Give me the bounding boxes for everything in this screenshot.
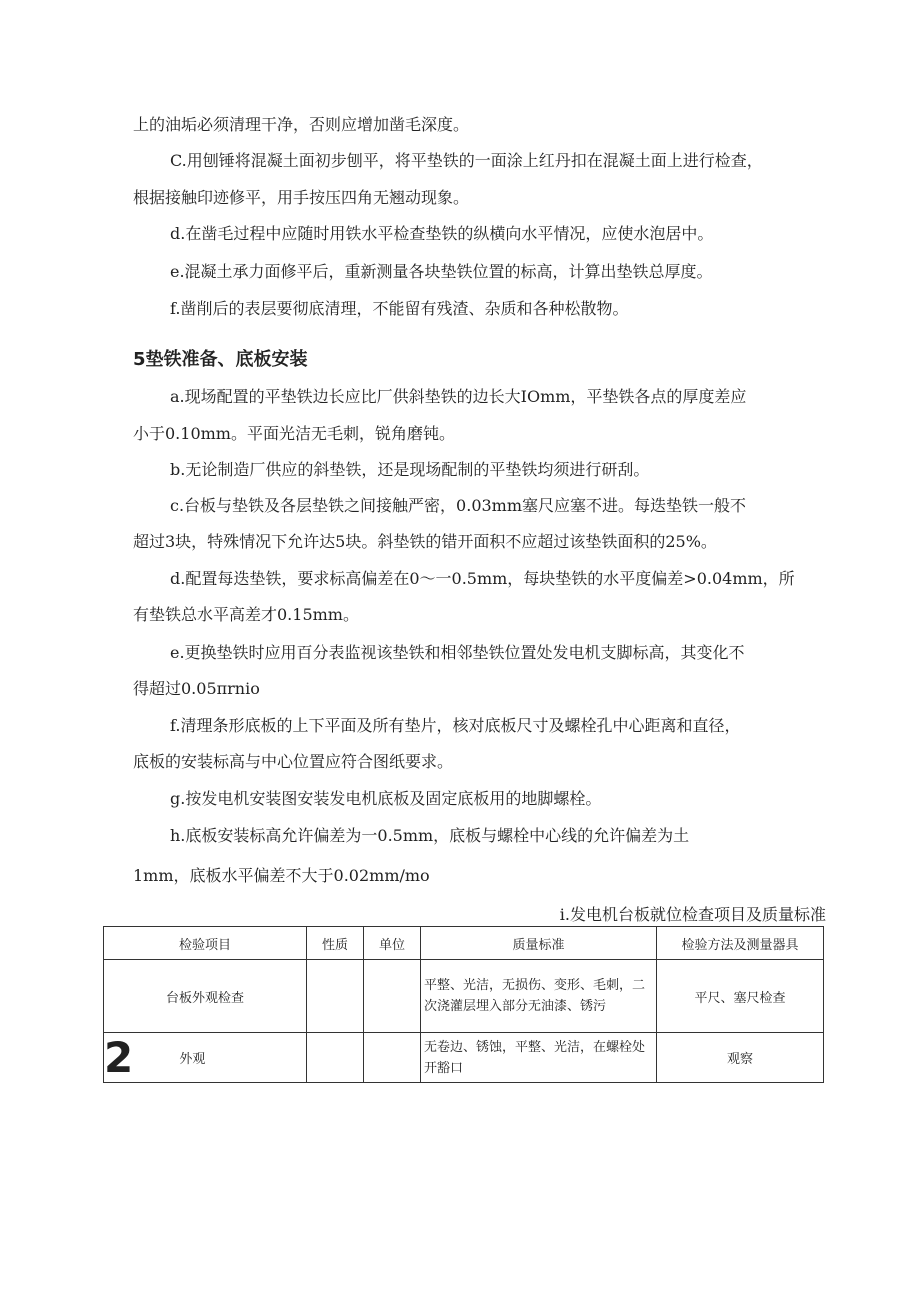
cell-unit: [364, 960, 421, 1033]
text-line: C.用刨锤将混凝土面初步刨平，将平垫铁的一面涂上红丹扣在混凝土面上进行检查，: [170, 151, 763, 170]
text-line: e.混凝土承力面修平后，重新测量各块垫铁位置的标高，计算出垫铁总厚度。: [170, 262, 713, 281]
cell-nature: [307, 1033, 364, 1083]
table-header-row: [104, 927, 824, 960]
text-line: f.清理条形底板的上下平面及所有垫片，核对底板尺寸及螺栓孔中心距离和直径，: [170, 716, 741, 735]
cell-method: 观察: [657, 1033, 824, 1083]
cell-item: 台板外观检查: [104, 960, 307, 1033]
cell-nature: [307, 960, 364, 1033]
cell-unit: [364, 1033, 421, 1083]
header-nature: 性质: [307, 927, 364, 960]
text-line: c.台板与垫铁及各层垫铁之间接触严密，0.03mm塞尺应塞不进。每迭垫铁一般不: [170, 496, 747, 515]
text-line: 根据接触印迹修平，用手按压四角无翘动现象。: [133, 188, 470, 207]
text-line: 小于0.10mm。平面光洁无毛刺，锐角磨钝。: [133, 424, 455, 443]
section-heading: 5垫铁准备、底板安装: [133, 349, 308, 370]
text-line: 1mm，底板水平偏差不大于0.02mm∕mo: [133, 866, 430, 885]
table-row: [104, 960, 824, 1033]
text-line: e.更换垫铁时应用百分表监视该垫铁和相邻垫铁位置处发电机支脚标高，其变化不: [170, 643, 745, 662]
quality-standard-table: [103, 926, 824, 1083]
text-line: f.凿削后的表层要彻底清理，不能留有残渣、杂质和各种松散物。: [170, 299, 629, 318]
header-standard: 质量标准: [421, 927, 657, 960]
text-line: 得超过0.05πrnio: [133, 679, 260, 698]
row-number: 2: [104, 1032, 134, 1082]
text-line: d.在凿毛过程中应随时用铁水平检查垫铁的纵横向水平情况，应使水泡居中。: [170, 224, 714, 243]
cell-standard: 平整、光洁，无损伤、变形、毛刺，二次浇灌层埋入部分无油漆、锈污: [421, 960, 657, 1033]
cell-method: 平尺、塞尺检查: [657, 960, 824, 1033]
text-line: d.配置每迭垫铁，要求标高偏差在0～一0.5mm，每块垫铁的水平度偏差>0.04mm，所: [170, 569, 795, 588]
header-method: 检验方法及测量器具: [657, 927, 824, 960]
header-item: 检验项目: [104, 927, 307, 960]
text-line: h.底板安装标高允许偏差为一0.5mm，底板与螺栓中心线的允许偏差为土: [170, 826, 690, 845]
text-line: 超过3块，特殊情况下允许达5块。斜垫铁的错开面积不应超过该垫铁面积的25%。: [133, 532, 717, 551]
table-caption: i.发电机台板就位检查项目及质量标准: [559, 905, 826, 924]
text-line: b.无论制造厂供应的斜垫铁，还是现场配制的平垫铁均须进行研刮。: [170, 460, 650, 479]
text-line: 上的油垢必须清理干净，否则应增加凿毛深度。: [133, 115, 470, 134]
cell-item-label: 外观: [179, 1052, 206, 1067]
cell-standard: 无卷边、锈蚀，平整、光洁，在螺栓处开豁口: [421, 1033, 657, 1083]
text-line: 底板的安装标高与中心位置应符合图纸要求。: [133, 752, 454, 771]
cell-item: [104, 1033, 307, 1083]
text-line: a.现场配置的平垫铁边长应比厂供斜垫铁的边长大IOmm，平垫铁各点的厚度差应: [170, 387, 747, 406]
text-line: 有垫铁总水平高差才0.15mm。: [133, 605, 359, 624]
table-row: [104, 1033, 824, 1083]
text-line: g.按发电机安装图安装发电机底板及固定底板用的地脚螺栓。: [170, 789, 602, 808]
header-unit: 单位: [364, 927, 421, 960]
